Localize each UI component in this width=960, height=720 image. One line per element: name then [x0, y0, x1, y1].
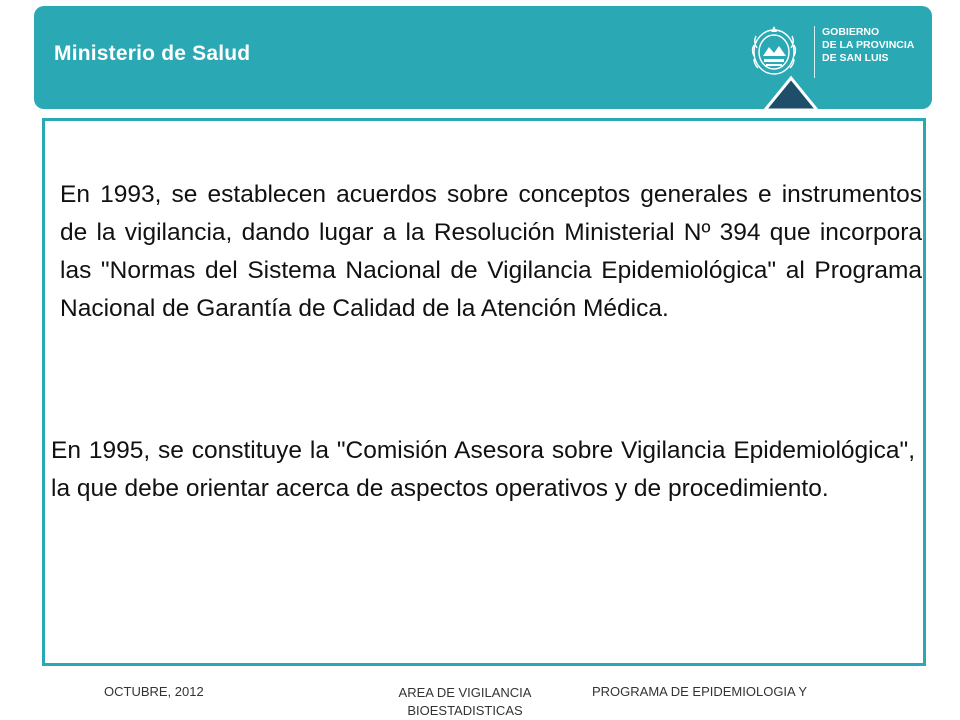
paragraph-1995: En 1995, se constituye la "Comisión Asesora sobre Vigilancia Epidemiológica", la que debe orientar acerca de aspectos operativos y de procedimiento.: [51, 437, 915, 502]
footer-area-line-2: BIOESTADISTICAS: [407, 703, 523, 718]
footer-date: OCTUBRE, 2012: [104, 684, 204, 699]
footer-area-line-1: AREA DE VIGILANCIA: [398, 685, 532, 700]
ministry-title: Ministerio de Salud: [54, 42, 251, 65]
header-notch-triangle-icon: [761, 70, 821, 110]
footer-program: PROGRAMA DE EPIDEMIOLOGIA Y: [592, 684, 808, 699]
footer-area: [340, 684, 590, 720]
logo-line-1: GOBIERNO: [822, 26, 880, 38]
logo-line-2: DE LA PROVINCIA: [822, 39, 915, 51]
logo-line-3: DE SAN LUIS: [822, 52, 889, 64]
government-logo-text: [822, 26, 914, 65]
paragraph-1993: En 1993, se establecen acuerdos sobre conceptos generales e instrumentos de la vigilancia, dando lugar a la Resolución Ministerial Nº 394 que incorpora las "Normas del Sistema Nacional de Vigilancia Epidemiológica" al Programa Nacional de Garantía de Calidad de la Atención Médica.: [60, 181, 922, 322]
